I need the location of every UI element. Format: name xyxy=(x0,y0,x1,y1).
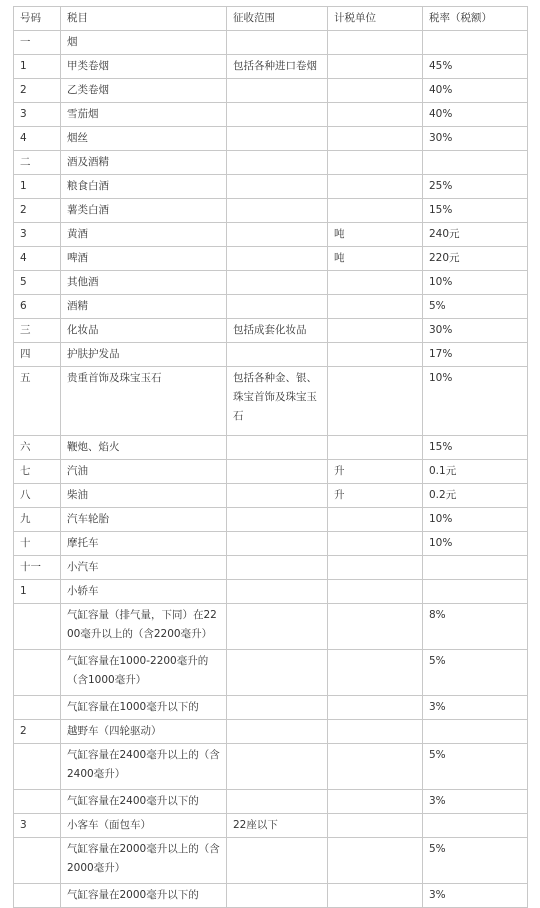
table-row xyxy=(14,271,528,295)
cell-number: 2 xyxy=(14,199,61,223)
cell-rate xyxy=(423,556,528,580)
cell-rate: 10% xyxy=(423,367,528,436)
table-row xyxy=(14,295,528,319)
header-scope: 征收范围 xyxy=(227,7,328,31)
cell-unit: 升 xyxy=(328,484,423,508)
cell-scope xyxy=(227,127,328,151)
cell-rate: 3% xyxy=(423,696,528,720)
cell-unit xyxy=(328,271,423,295)
cell-scope xyxy=(227,884,328,908)
cell-number: 十 xyxy=(14,532,61,556)
cell-number: 5 xyxy=(14,271,61,295)
cell-scope xyxy=(227,271,328,295)
cell-tax-item: 气缸容量在1000-2200毫升的（含1000毫升） xyxy=(61,650,227,696)
cell-unit xyxy=(328,79,423,103)
cell-scope xyxy=(227,532,328,556)
table-row xyxy=(14,838,528,884)
cell-tax-item: 小客车（面包车） xyxy=(61,814,227,838)
cell-unit xyxy=(328,838,423,884)
table-row xyxy=(14,31,528,55)
cell-unit xyxy=(328,696,423,720)
cell-rate: 0.1元 xyxy=(423,460,528,484)
table-row xyxy=(14,175,528,199)
table-row xyxy=(14,55,528,79)
table-row xyxy=(14,127,528,151)
cell-rate: 3% xyxy=(423,790,528,814)
cell-rate: 220元 xyxy=(423,247,528,271)
cell-unit xyxy=(328,367,423,436)
table-row xyxy=(14,199,528,223)
cell-scope xyxy=(227,790,328,814)
cell-tax-item: 摩托车 xyxy=(61,532,227,556)
cell-number: 1 xyxy=(14,175,61,199)
cell-scope xyxy=(227,223,328,247)
cell-number: 4 xyxy=(14,247,61,271)
cell-tax-item: 气缸容量在2400毫升以上的（含2400毫升） xyxy=(61,744,227,790)
excise-tax-table xyxy=(13,6,528,908)
cell-scope xyxy=(227,744,328,790)
cell-tax-item: 气缸容量在2000毫升以上的（含2000毫升） xyxy=(61,838,227,884)
cell-tax-item: 气缸容量（排气量，下同）在2200毫升以上的（含2200毫升） xyxy=(61,604,227,650)
cell-scope xyxy=(227,436,328,460)
cell-scope xyxy=(227,175,328,199)
table-row xyxy=(14,484,528,508)
cell-tax-item: 汽油 xyxy=(61,460,227,484)
table-header-row xyxy=(14,7,528,31)
cell-number: 九 xyxy=(14,508,61,532)
cell-number: 六 xyxy=(14,436,61,460)
cell-number: 八 xyxy=(14,484,61,508)
cell-number: 七 xyxy=(14,460,61,484)
cell-tax-item: 鞭炮、焰火 xyxy=(61,436,227,460)
cell-number: 1 xyxy=(14,55,61,79)
cell-number: 二 xyxy=(14,151,61,175)
cell-tax-item: 化妆品 xyxy=(61,319,227,343)
cell-scope xyxy=(227,650,328,696)
cell-unit xyxy=(328,508,423,532)
cell-unit xyxy=(328,151,423,175)
cell-unit xyxy=(328,436,423,460)
cell-number xyxy=(14,650,61,696)
cell-rate: 240元 xyxy=(423,223,528,247)
cell-tax-item: 其他酒 xyxy=(61,271,227,295)
table-row xyxy=(14,247,528,271)
cell-tax-item: 乙类卷烟 xyxy=(61,79,227,103)
cell-rate xyxy=(423,814,528,838)
table-row xyxy=(14,103,528,127)
cell-tax-item: 气缸容量在1000毫升以下的 xyxy=(61,696,227,720)
table-body xyxy=(14,31,528,908)
cell-scope xyxy=(227,79,328,103)
cell-scope xyxy=(227,696,328,720)
cell-rate xyxy=(423,31,528,55)
cell-scope xyxy=(227,604,328,650)
cell-number: 6 xyxy=(14,295,61,319)
cell-unit xyxy=(328,55,423,79)
cell-tax-item: 护肤护发品 xyxy=(61,343,227,367)
cell-number xyxy=(14,744,61,790)
cell-rate: 40% xyxy=(423,79,528,103)
cell-scope xyxy=(227,199,328,223)
cell-rate: 25% xyxy=(423,175,528,199)
cell-unit: 吨 xyxy=(328,223,423,247)
cell-tax-item: 雪茄烟 xyxy=(61,103,227,127)
cell-scope xyxy=(227,295,328,319)
cell-scope: 包括各种金、银、珠宝首饰及珠宝玉石 xyxy=(227,367,328,436)
table-row xyxy=(14,319,528,343)
cell-scope xyxy=(227,103,328,127)
cell-scope xyxy=(227,838,328,884)
cell-scope: 包括各种进口卷烟 xyxy=(227,55,328,79)
table-row xyxy=(14,532,528,556)
cell-tax-item: 粮食白酒 xyxy=(61,175,227,199)
header-rate: 税率（税额） xyxy=(423,7,528,31)
cell-scope xyxy=(227,460,328,484)
cell-unit xyxy=(328,175,423,199)
cell-number xyxy=(14,604,61,650)
cell-unit xyxy=(328,199,423,223)
table-row xyxy=(14,223,528,247)
cell-rate: 15% xyxy=(423,199,528,223)
cell-tax-item: 气缸容量在2400毫升以下的 xyxy=(61,790,227,814)
table-row xyxy=(14,604,528,650)
header-tax-item: 税目 xyxy=(61,7,227,31)
cell-tax-item: 小轿车 xyxy=(61,580,227,604)
cell-tax-item: 酒精 xyxy=(61,295,227,319)
cell-scope xyxy=(227,580,328,604)
cell-rate xyxy=(423,580,528,604)
cell-rate: 15% xyxy=(423,436,528,460)
table-row xyxy=(14,884,528,908)
cell-rate: 40% xyxy=(423,103,528,127)
cell-unit xyxy=(328,744,423,790)
table-row xyxy=(14,508,528,532)
cell-number: 3 xyxy=(14,103,61,127)
cell-scope xyxy=(227,151,328,175)
cell-number: 2 xyxy=(14,79,61,103)
cell-unit xyxy=(328,127,423,151)
table-row xyxy=(14,367,528,436)
cell-scope: 22座以下 xyxy=(227,814,328,838)
cell-number: 1 xyxy=(14,580,61,604)
cell-unit xyxy=(328,31,423,55)
cell-number: 4 xyxy=(14,127,61,151)
cell-rate: 45% xyxy=(423,55,528,79)
cell-tax-item: 甲类卷烟 xyxy=(61,55,227,79)
table-row xyxy=(14,343,528,367)
cell-unit xyxy=(328,556,423,580)
cell-unit xyxy=(328,884,423,908)
cell-unit xyxy=(328,580,423,604)
cell-unit: 升 xyxy=(328,460,423,484)
cell-rate: 3% xyxy=(423,884,528,908)
table-row xyxy=(14,436,528,460)
cell-unit: 吨 xyxy=(328,247,423,271)
cell-tax-item: 啤酒 xyxy=(61,247,227,271)
table-row xyxy=(14,744,528,790)
table-row xyxy=(14,580,528,604)
cell-unit xyxy=(328,295,423,319)
cell-unit xyxy=(328,103,423,127)
cell-number: 3 xyxy=(14,814,61,838)
cell-scope xyxy=(227,720,328,744)
cell-number xyxy=(14,696,61,720)
cell-number: 一 xyxy=(14,31,61,55)
cell-rate xyxy=(423,151,528,175)
table-row xyxy=(14,814,528,838)
cell-scope xyxy=(227,247,328,271)
cell-rate: 10% xyxy=(423,508,528,532)
cell-rate: 10% xyxy=(423,532,528,556)
cell-tax-item: 小汽车 xyxy=(61,556,227,580)
cell-rate: 0.2元 xyxy=(423,484,528,508)
cell-unit xyxy=(328,319,423,343)
cell-scope xyxy=(227,556,328,580)
cell-tax-item: 薯类白酒 xyxy=(61,199,227,223)
cell-scope xyxy=(227,343,328,367)
cell-scope xyxy=(227,31,328,55)
cell-unit xyxy=(328,650,423,696)
document-page xyxy=(13,6,527,908)
cell-number xyxy=(14,838,61,884)
cell-unit xyxy=(328,532,423,556)
cell-unit xyxy=(328,720,423,744)
cell-tax-item: 烟丝 xyxy=(61,127,227,151)
cell-scope xyxy=(227,508,328,532)
cell-tax-item: 越野车（四轮驱动） xyxy=(61,720,227,744)
cell-tax-item: 贵重首饰及珠宝玉石 xyxy=(61,367,227,436)
cell-tax-item: 酒及酒精 xyxy=(61,151,227,175)
cell-tax-item: 汽车轮胎 xyxy=(61,508,227,532)
cell-number: 四 xyxy=(14,343,61,367)
cell-rate: 8% xyxy=(423,604,528,650)
cell-number: 五 xyxy=(14,367,61,436)
cell-rate: 5% xyxy=(423,744,528,790)
cell-rate: 30% xyxy=(423,319,528,343)
cell-rate: 30% xyxy=(423,127,528,151)
cell-rate: 10% xyxy=(423,271,528,295)
cell-unit xyxy=(328,814,423,838)
table-row xyxy=(14,790,528,814)
table-row xyxy=(14,696,528,720)
table-row xyxy=(14,650,528,696)
cell-tax-item: 烟 xyxy=(61,31,227,55)
cell-unit xyxy=(328,343,423,367)
cell-number: 2 xyxy=(14,720,61,744)
table-row xyxy=(14,720,528,744)
cell-tax-item: 气缸容量在2000毫升以下的 xyxy=(61,884,227,908)
header-unit: 计税单位 xyxy=(328,7,423,31)
cell-rate: 5% xyxy=(423,650,528,696)
cell-tax-item: 柴油 xyxy=(61,484,227,508)
header-number: 号码 xyxy=(14,7,61,31)
cell-number: 3 xyxy=(14,223,61,247)
cell-rate xyxy=(423,720,528,744)
cell-unit xyxy=(328,790,423,814)
cell-number xyxy=(14,790,61,814)
cell-rate: 17% xyxy=(423,343,528,367)
cell-scope xyxy=(227,484,328,508)
table-row xyxy=(14,460,528,484)
cell-unit xyxy=(328,604,423,650)
cell-scope: 包括成套化妆品 xyxy=(227,319,328,343)
table-row xyxy=(14,79,528,103)
cell-number xyxy=(14,884,61,908)
cell-rate: 5% xyxy=(423,838,528,884)
cell-number: 三 xyxy=(14,319,61,343)
cell-rate: 5% xyxy=(423,295,528,319)
cell-number: 十一 xyxy=(14,556,61,580)
cell-tax-item: 黄酒 xyxy=(61,223,227,247)
table-row xyxy=(14,556,528,580)
table-row xyxy=(14,151,528,175)
